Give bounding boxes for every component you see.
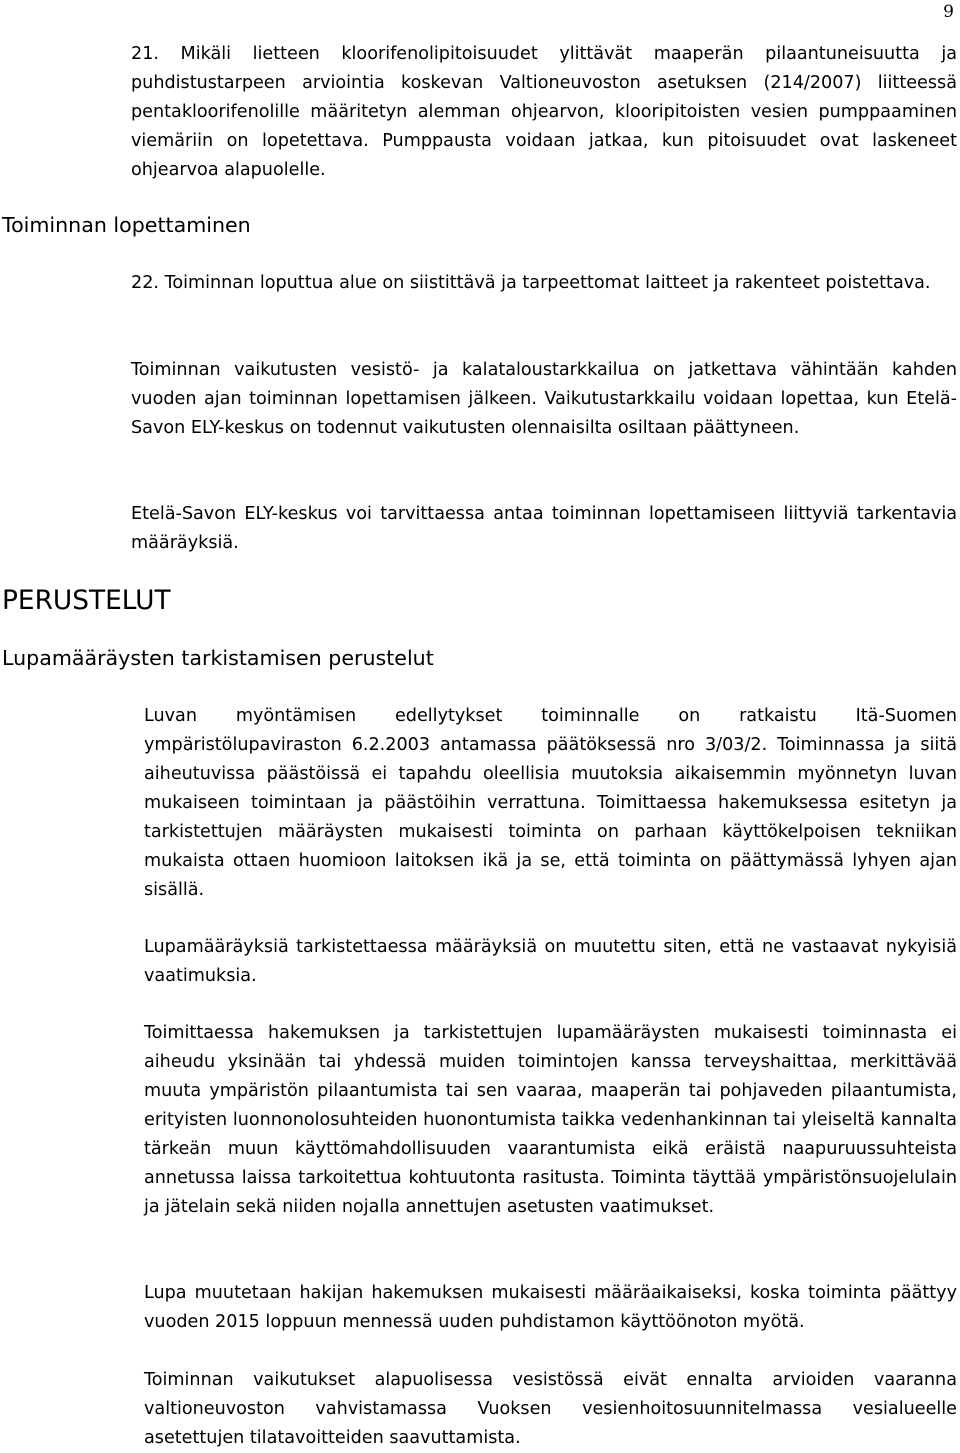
monitoring-paragraph: Toiminnan vaikutusten vesistö- ja kalataloustarkkailua on jatkettava vähintään kahden vuoden ajan toiminnan lopettamisen jälkeen. Vaikutustarkkailu voidaan lopettaa, kun Etelä-Savon ELY-keskus on todennut vaikutusten olennaisilta osiltaan päättyneen.: [131, 360, 957, 438]
ely-paragraph: Etelä-Savon ELY-keskus voi tarvittaessa antaa toiminnan lopettamiseen liittyviä tarkentavia määräyksiä.: [131, 504, 957, 553]
item-21-paragraph: 21. Mikäli lietteen kloorifenolipitoisuudet ylittävät maaperän pilaantuneisuutta ja puhdistustarpeen arviointia koskevan Valtioneuvoston asetuksen (214/2007) liitteessä pentakloorifenolille määritetyn alemman ohjearvon, klooripitoisten vesien pumppaaminen viemäriin on lopetettava. Pumppausta voidaan jatkaa, kun pitoisuudet ovat laskeneet ohjearvoa alapuolelle.: [131, 44, 957, 180]
reasoning-paragraph: Lupamääräyksiä tarkistettaessa määräyksiä on muutettu siten, että ne vastaavat nykyisiä vaatimuksia.: [144, 937, 957, 986]
item-22-paragraph: 22. Toiminnan loputtua alue on siistittävä ja tarpeettomat laitteet ja rakenteet poistettava.: [131, 273, 931, 293]
perustelut-subheading: Lupamääräysten tarkistamisen perustelut: [2, 646, 434, 670]
reasoning-paragraph: Toimittaessa hakemuksen ja tarkistettujen lupamääräysten mukaisesti toiminnasta ei aiheudu yksinään tai yhdessä muiden toimintojen kanssa terveyshaittaa, merkittävää muuta ympäristön pilaantumista tai sen vaaraa, maaperän tai pohjaveden pilaantumista, erityisten luonnonolosuhteiden huonontumista taikka vedenhankinnan tai yleiseltä kannalta tärkeän muun käyttömahdollisuuden vaarantumista eikä eräistä naapuruussuhteista annetussa laissa tarkoitettua kohtuutonta rasitusta. Toiminta täyttää ympäristönsuojelulain ja jätelain sekä niiden nojalla annettujen asetusten vaatimukset.: [144, 1023, 957, 1217]
page-number: 9: [943, 2, 954, 22]
perustelut-heading: PERUSTELUT: [2, 585, 171, 616]
reasoning-paragraph: Luvan myöntämisen edellytykset toiminnalle on ratkaistu Itä-Suomen ympäristölupaviraston 6.2.2003 antamassa päätöksessä nro 3/03/2. Toiminnassa ja siitä aiheutuvissa päästöissä ei tapahdu oleellisia muutoksia aikaisemmin myönnetyn luvan mukaiseen toimintaan ja päästöihin verrattuna. Toimittaessa hakemuksessa esitetyn ja tarkistettujen määräysten mukaisesti toiminta on parhaan käyttökelpoisen tekniikan mukaista ottaen huomioon laitoksen ikä ja se, että toiminta on päättymässä lyhyen ajan sisällä.: [144, 706, 957, 900]
reasoning-paragraph: Lupa muutetaan hakijan hakemuksen mukaisesti määräaikaiseksi, koska toiminta päättyy vuoden 2015 loppuun mennessä uuden puhdistamon käyttöönoton myötä.: [144, 1283, 957, 1332]
reasoning-paragraph: Toiminnan vaikutukset alapuolisessa vesistössä eivät ennalta arvioiden vaaranna valtioneuvoston vahvistamassa Vuoksen vesienhoitosuunnitelmassa vesialueelle asetettujen tilatavoitteiden saavuttamista.: [144, 1370, 957, 1448]
section-heading-toiminnan-lopettaminen: Toiminnan lopettaminen: [2, 213, 251, 237]
